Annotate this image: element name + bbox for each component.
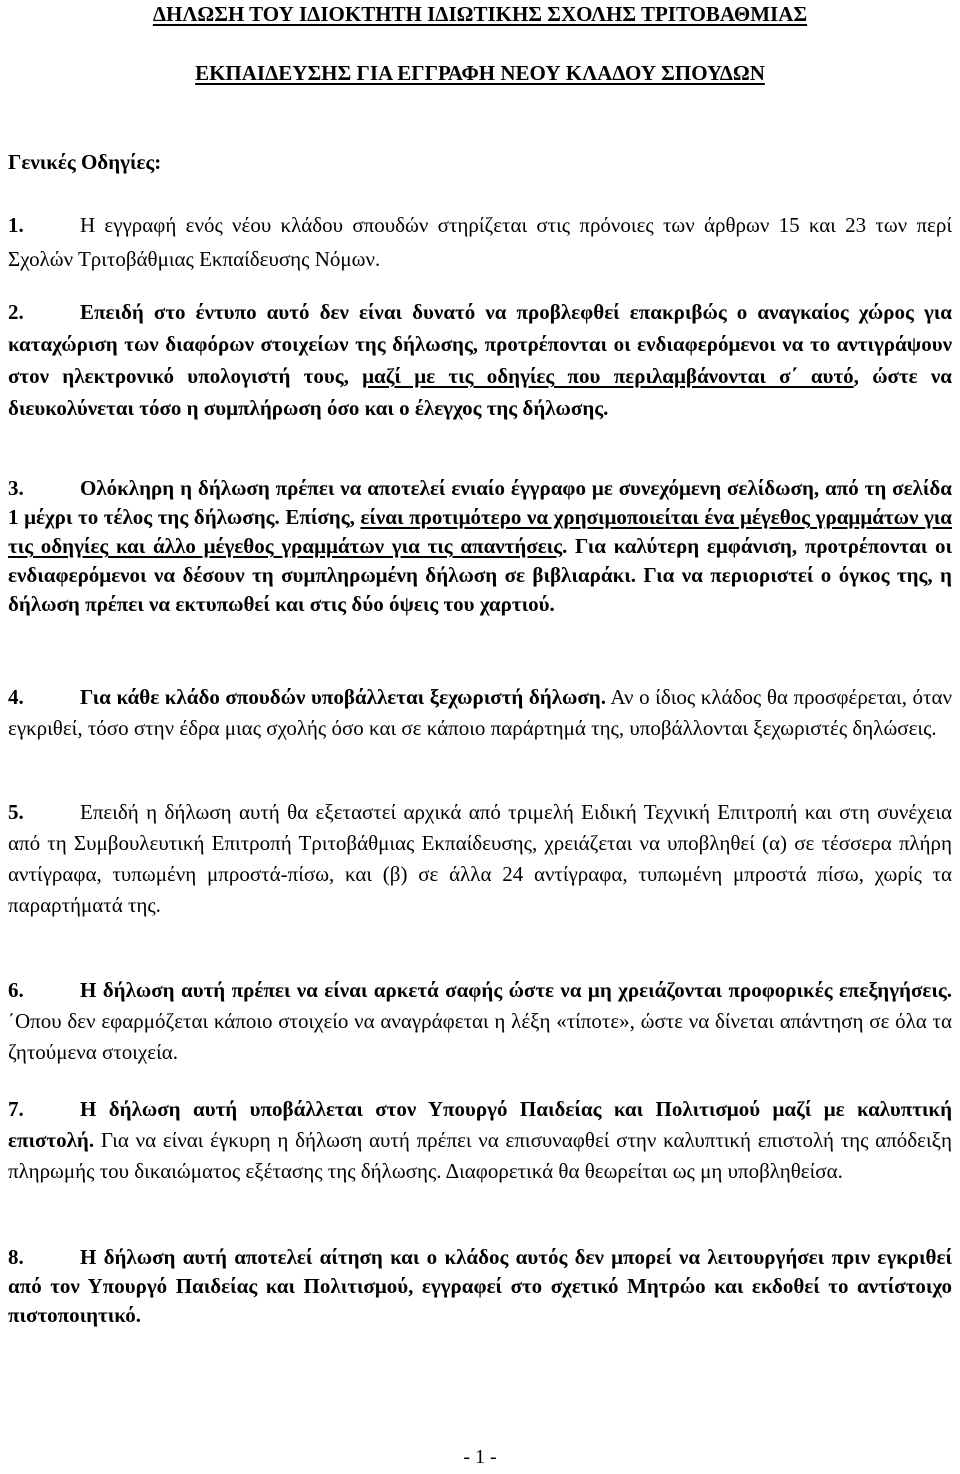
item-text [8,208,952,276]
item-number: 3. [8,476,24,500]
item-text-bold: Για κάθε κλάδο σπουδών υποβάλλεται ξεχωριστή δήλωση. [80,685,606,709]
page-number: - 1 - [463,1446,497,1468]
item-text-bold: Η δήλωση αυτή υποβάλλεται στον Υπουργό Παιδείας και Πολιτισμού μαζί με καλυπτική επιστολή. [8,1097,952,1152]
item-text-part: Αν ο ίδιος κλάδος θα προσφέρεται, όταν εγκριθεί, τόσο στην έδρα μιας σχολής όσο και σε κάποιο παράρτημά της, υποβάλλονται ξεχωριστές δηλώσεις. [8,685,952,740]
item-number: 5. [8,800,24,824]
document-title-line-1: ΔΗΛΩΣΗ ΤΟΥ ΙΔΙΟΚΤΗΤΗ ΙΔΙΩΤΙΚΗΣ ΣΧΟΛΗΣ ΤΡΙΤΟΒΑΘΜΙΑΣ [152,2,808,26]
instruction-item-6 [8,975,952,1068]
item-text-content: Η εγγραφή ενός νέου κλάδου σπουδών στηρίζεται στις πρόνοιες των άρθρων 15 και 23 των περί Σχολών Τριτοβάθμιας Εκπαίδευσης Νόμων. [8,213,952,271]
item-text-part: Για να είναι έγκυρη η δήλωση αυτή πρέπει να επισυναφθεί στην καλυπτική επιστολή της απόδειξη πληρωμής του δικαιώματος εξέτασης της δήλωσης. Διαφορετικά θα θεωρείται ως μη υποβληθείσα. [8,1128,952,1183]
item-text-underlined: είναι προτιμότερο να χρησιμοποιείται ένα μέγεθος γραμμάτων για τις οδηγίες και άλλο μέγεθος γραμμάτων για τις απαντήσεις [8,505,953,558]
item-text [8,797,952,921]
item-text-part: Επειδή στο έντυπο αυτό δεν είναι δυνατό να προβλεφθεί επακριβώς ο αναγκαίος χώρος για καταχώριση των διαφόρων στοιχείων της δήλωσης, προτρέπονται οι ενδιαφερόμενοι να το αντιγράψουν στον ηλεκτρονικό υπολογιστή τους, [8,300,952,388]
item-number: 8. [8,1245,24,1269]
item-number: 6. [8,978,24,1002]
instruction-item-7 [8,1094,952,1187]
item-text [8,474,952,619]
item-text [8,682,952,744]
item-text-part: ΄Οπου δεν εφαρμόζεται κάποιο στοιχείο να αναγράφεται η λέξη «τίποτε», ώστε να δίνεται απάντηση σε όλα τα ζητούμενα στοιχεία. [8,1009,952,1064]
item-text [8,975,952,1068]
item-text [8,1243,952,1330]
item-text [8,296,952,424]
item-text-content: Επειδή η δήλωση αυτή θα εξεταστεί αρχικά από τριμελή Ειδική Τεχνική Επιτροπή και στη συνέχεια από τη Συμβουλευτική Επιτροπή Τριτοβάθμιας Εκπαίδευσης, χρειάζεται να υποβληθεί (α) σε τέσσερα πλήρη αντίγραφα, τυπωμένη μπροστά-πίσω, και (β) σε άλλα 24 αντίγραφα, τυπωμένη μπροστά πίσω, χωρίς τα παραρτήματά της. [8,800,952,917]
item-text-bold: Η δήλωση αυτή πρέπει να είναι αρκετά σαφής ώστε να μη χρειάζονται προφορικές επεξηγήσεις. [80,978,952,1002]
instruction-item-3 [8,474,952,619]
instruction-item-8 [8,1243,952,1330]
section-heading: Γενικές Οδηγίες: [8,150,162,174]
item-text-underlined: μαζί με τις οδηγίες που περιλαμβάνονται σ΄ αυτό [362,364,854,388]
item-number: 4. [8,685,24,709]
instruction-item-5 [8,797,952,921]
item-text-bold: Η δήλωση αυτή αποτελεί αίτηση και ο κλάδος αυτός δεν μπορεί να λειτουργήσει πριν εγκριθεί από τον Υπουργό Παιδείας και Πολιτισμού, εγγραφεί στο σχετικό Μητρώο και εκδοθεί το αντίστοιχο πιστοποιητικό. [8,1245,952,1327]
instruction-item-1 [8,208,952,276]
document-title-line-2: ΕΚΠΑΙΔΕΥΣΗΣ ΓΙΑ ΕΓΓΡΑΦΗ ΝΕΟΥ ΚΛΑΔΟΥ ΣΠΟΥΔΩΝ [195,61,765,85]
item-text [8,1094,952,1187]
item-number: 1. [8,213,24,237]
item-number: 7. [8,1097,24,1121]
instruction-item-2 [8,296,952,424]
item-text-part: , ώστε να διευκολύνεται τόσο η συμπλήρωση όσο και ο έλεγχος της δήλωσης. [8,364,953,420]
item-text-part: Ολόκληρη η δήλωση πρέπει να αποτελεί ενιαίο έγγραφο με συνεχόμενη σελίδωση, από τη σελίδα 1 μέχρι το τέλος της δήλωσης. Επίσης, [8,476,952,529]
item-number: 2. [8,300,24,324]
item-text-part: . Για καλύτερη εμφάνιση, προτρέπονται οι ενδιαφερόμενοι να δέσουν τη συμπληρωμένη δήλωση σε βιβλιαράκι. Για να περιοριστεί ο όγκος της, η δήλωση πρέπει να εκτυπωθεί και στις δύο όψεις του χαρτιού. [8,534,952,616]
instruction-item-4 [8,682,952,744]
